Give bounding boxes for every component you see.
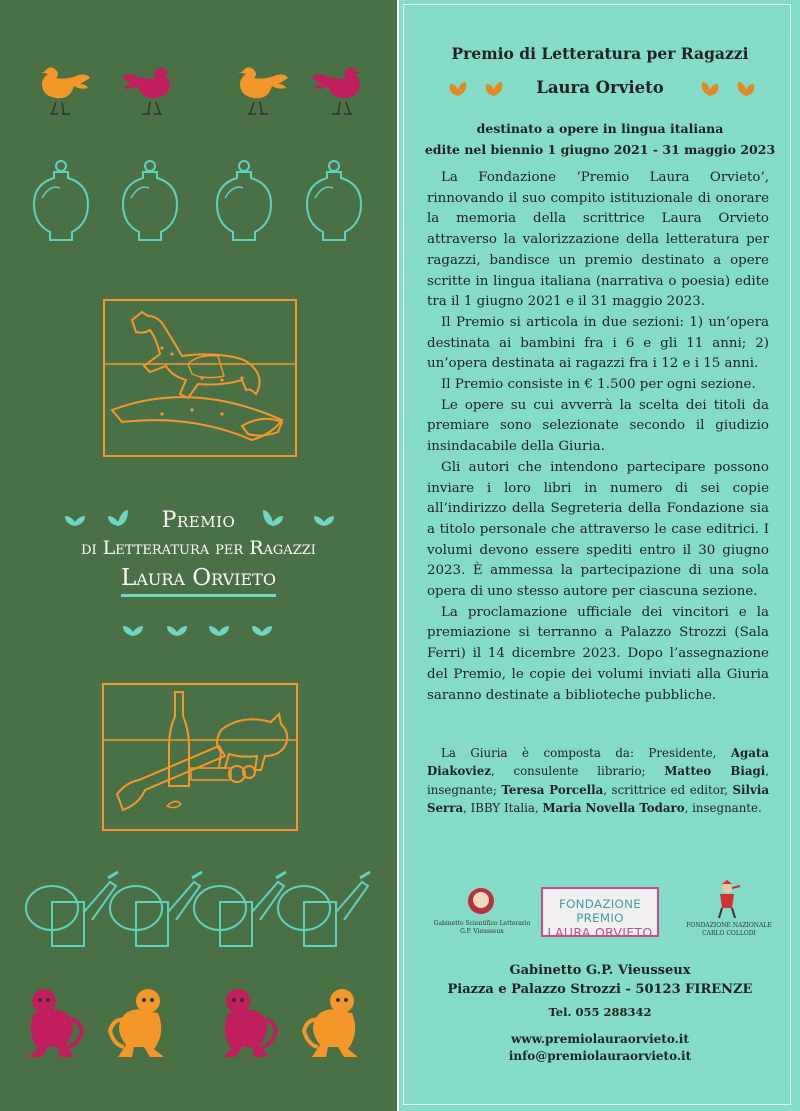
vieusseux-logo-text <box>422 920 542 936</box>
paragraph: La Fondazione ‘Premio Laura Orvieto’, rinnovando il suo compito istituzionale di onorare la memoria della scrittrice Laura Orvieto attraverso la valorizzazione della letteratura per ragazzi, bandisce un premio destinato a opere scritte in lingua italiana (narrativa o poesia) edite tra il 1 giugno 2021 e il 31 maggio 2023. <box>427 170 769 310</box>
website-link[interactable]: www.premiolauraorvieto.it <box>511 1032 689 1046</box>
jury-role: , insegnante. <box>684 800 762 815</box>
right-subheading-2: edite nel biennio 1 giugno 2021 - 31 maggio 2023 <box>424 142 776 157</box>
jury-intro: La Giuria è composta da: Presidente, <box>441 746 731 760</box>
paragraph: Il Premio consiste in € 1.500 per ogni sezione. <box>441 377 756 393</box>
right-subheading-1: destinato a opere in lingua italiana <box>476 121 724 136</box>
collodi-logo-text <box>684 922 774 938</box>
paragraph: Gli autori che intendono partecipare possono inviare i loro libri in numero di sei copie all’indirizzo della Segreteria della Fondazione sia a titolo personale che attraverso le case editrici. I volumi devono essere spediti entro il 30 giugno 2023. È ammessa la partecipazione di una sola opera di uno stesso autore per ciascuna sezione. <box>427 459 769 600</box>
address-line2: Piazza e Palazzo Strozzi - 50123 FIRENZE <box>447 982 753 997</box>
jury-role: , scrittrice ed editor, <box>603 782 733 797</box>
pinocchio-logo-icon <box>712 880 742 920</box>
jury-member: Maria Novella Todaro <box>542 800 685 815</box>
left-title-block <box>0 508 397 597</box>
paragraph: Il Premio si articola in due sezioni: 1) un’opera destinata ai bambini fra i 6 e gli 11 anni; 2) un’opera destinata ai ragazzi fra i 12 e i 15 anni. <box>427 314 769 372</box>
jury-role: , IBBY Italia, <box>463 800 543 815</box>
address-line1: Gabinetto G.P. Vieusseux <box>509 963 691 978</box>
vieusseux-logo-icon <box>466 886 496 916</box>
fondazione-logo-line1: FONDAZIONE PREMIO <box>559 897 641 925</box>
bird-icon <box>308 62 372 122</box>
paragraph: Le opere su cui avverrà la scelta dei titoli da premiare sono selezionate secondo il giudizio insindacabile della Giuria. <box>427 397 769 455</box>
left-title-name: Laura Orvieto <box>121 565 276 597</box>
monkey-icon <box>214 985 280 1061</box>
bird-icon <box>228 62 290 122</box>
jury-member: Teresa Porcella <box>501 782 604 797</box>
left-title-premio: Premio <box>161 508 236 533</box>
rocking-horse-illustration <box>102 298 298 458</box>
body-text <box>427 168 769 706</box>
leaf-ornament-icon <box>251 622 273 638</box>
jury-member: Silvia Serra <box>427 782 769 815</box>
left-panel <box>0 0 397 1111</box>
monkey-icon <box>106 985 172 1061</box>
leaf-ornament-icon <box>122 622 144 638</box>
fondazione-premio-logo <box>541 887 659 940</box>
toys-still-life-illustration <box>101 682 299 832</box>
watering-can-icon <box>274 868 374 950</box>
phone: Tel. 055 288342 <box>548 1005 652 1019</box>
leaf-ornament-icon <box>686 76 756 98</box>
vase-icon <box>305 158 363 244</box>
jury-member: Matteo Biagi <box>664 764 766 779</box>
fondazione-logo-line2: LAURA ORVIETO <box>547 925 653 940</box>
right-heading-1: Premio di Letteratura per Ragazzi <box>451 44 749 63</box>
monkey-icon <box>300 985 366 1061</box>
vase-icon <box>32 158 90 244</box>
vase-icon <box>121 158 179 244</box>
bird-icon <box>30 62 92 122</box>
vase-icon <box>215 158 273 244</box>
monkey-icon <box>20 985 86 1061</box>
left-title-subtitle: di Letteratura per Ragazzi <box>81 537 316 559</box>
collodi-line2: CARLO COLLODI <box>702 930 756 937</box>
leaf-ornament-icon <box>208 622 230 638</box>
right-heading-2: Laura Orvieto <box>536 78 664 97</box>
vieusseux-line1: Gabinetto Scientifico Letterario <box>433 920 531 927</box>
bird-icon <box>118 62 182 122</box>
email-link[interactable]: info@premiolauraorvieto.it <box>508 1049 692 1063</box>
jury-member: Agata Diakoviez <box>427 746 769 779</box>
jury-text <box>427 744 769 817</box>
vieusseux-line2: G.P. Vieusseux <box>460 928 504 935</box>
jury-role: , insegnante; <box>427 764 769 797</box>
leaf-ornament-icon <box>166 622 188 638</box>
paragraph: La proclamazione ufficiale dei vincitori e la premiazione si terranno a Palazzo Strozzi (Sala Ferri) il 14 dicembre 2023. Dopo l’assegnazione del Premio, le copie dei volumi inviati alla Giuria saranno destinate a biblioteche pubbliche. <box>427 604 769 703</box>
collodi-line1: FONDAZIONE NAZIONALE <box>686 922 772 929</box>
jury-role: , consulente librario; <box>490 764 665 779</box>
